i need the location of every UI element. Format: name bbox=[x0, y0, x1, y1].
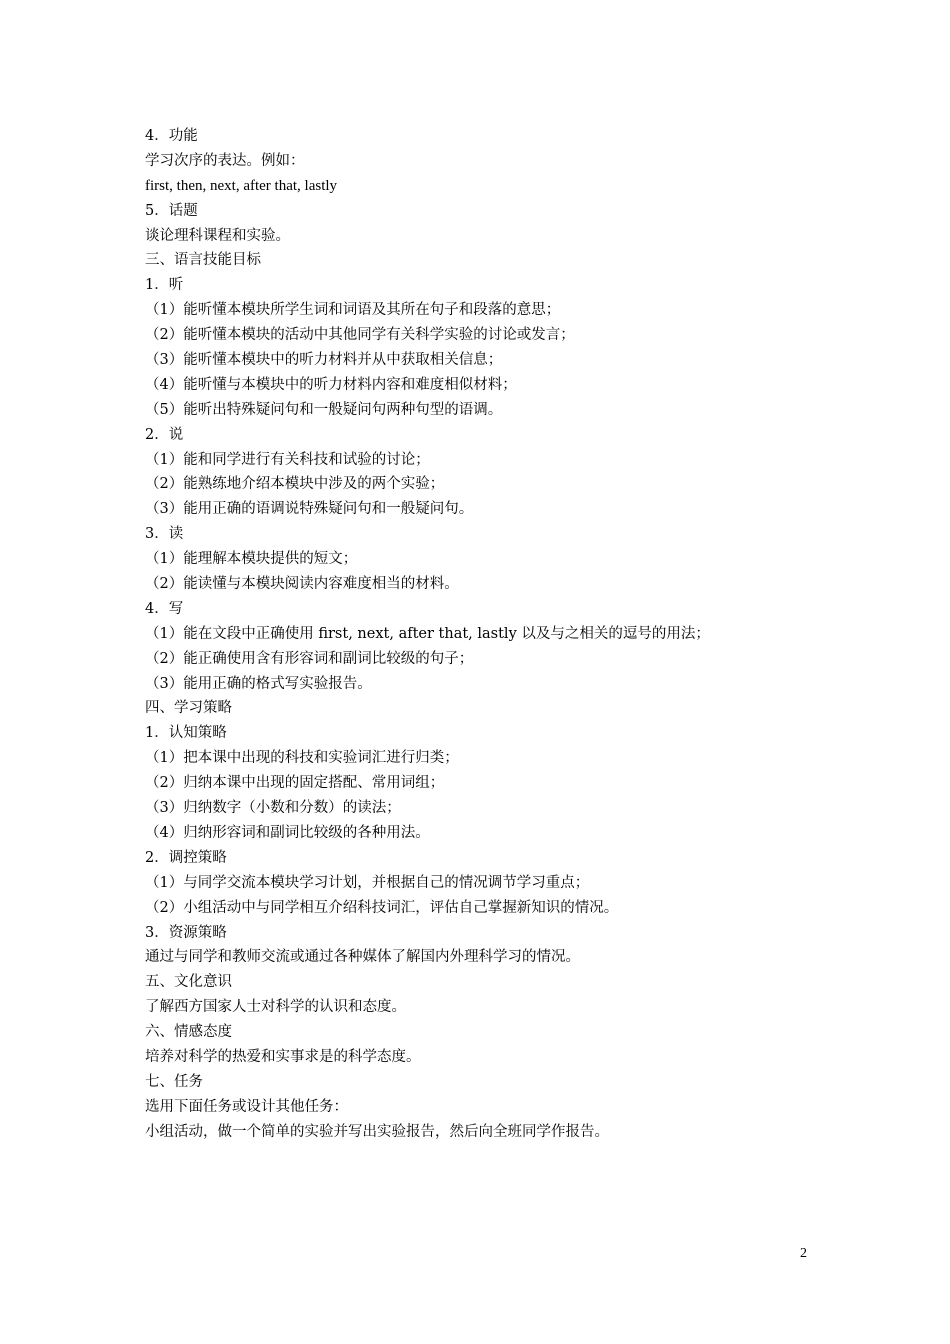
section-heading-emotional-attitude: 六、情感态度 bbox=[145, 1024, 232, 1041]
list-item: （2）小组活动中与同学相互介绍科技词汇，评估自己掌握新知识的情况。 bbox=[145, 899, 619, 916]
paragraph-line: 选用下面任务或设计其他任务： bbox=[145, 1098, 348, 1115]
paragraph-line: 培养对科学的热爱和实事求是的科学态度。 bbox=[145, 1048, 421, 1065]
subheading-writing: 4．写 bbox=[145, 600, 184, 617]
list-item: （1）把本课中出现的科技和实验词汇进行归类； bbox=[145, 750, 459, 767]
paragraph-line: 谈论理科课程和实验。 bbox=[145, 227, 290, 244]
paragraph-line: 通过与同学和教师交流或通过各种媒体了解国内外理科学习的情况。 bbox=[145, 949, 580, 966]
section-heading-task: 七、任务 bbox=[145, 1073, 203, 1090]
list-item: （2）能读懂与本模块阅读内容难度相当的材料。 bbox=[145, 576, 459, 593]
list-item: （3）能用正确的格式写实验报告。 bbox=[145, 675, 372, 692]
paragraph-line: 小组活动，做一个简单的实验并写出实验报告，然后向全班同学作报告。 bbox=[145, 1123, 609, 1140]
list-item: （1）与同学交流本模块学习计划，并根据自己的情况调节学习重点； bbox=[145, 874, 590, 891]
heading-function: 4．功能 bbox=[145, 128, 198, 144]
list-item: （1）能和同学进行有关科技和试验的讨论； bbox=[145, 451, 430, 468]
list-item: （2）能正确使用含有形容词和副词比较级的句子； bbox=[145, 650, 474, 667]
list-item: （3）能用正确的语调说特殊疑问句和一般疑问句。 bbox=[145, 501, 474, 518]
subheading-resource-strategies: 3．资源策略 bbox=[145, 924, 227, 941]
list-item: （4）归纳形容词和副词比较级的各种用法。 bbox=[145, 824, 430, 841]
document-body bbox=[145, 124, 825, 1145]
list-item: （1）能在文段中正确使用 first, next, after that, lastly 以及与之相关的逗号的用法； bbox=[145, 625, 710, 642]
list-item: （3）归纳数字（小数和分数）的读法； bbox=[145, 800, 401, 817]
paragraph-line: 了解西方国家人士对科学的认识和态度。 bbox=[145, 999, 406, 1016]
list-item: （1）能理解本模块提供的短文； bbox=[145, 551, 358, 568]
subheading-speaking: 2．说 bbox=[145, 426, 184, 443]
subheading-reading: 3．读 bbox=[145, 526, 184, 543]
list-item: （5）能听出特殊疑问句和一般疑问句两种句型的语调。 bbox=[145, 401, 503, 418]
list-item: （2）归纳本课中出现的固定搭配、常用词组； bbox=[145, 775, 445, 792]
section-heading-learning-strategies: 四、学习策略 bbox=[145, 700, 232, 717]
heading-topic: 5．话题 bbox=[145, 202, 198, 219]
subheading-listening: 1．听 bbox=[145, 277, 184, 294]
list-item: （3）能听懂本模块中的听力材料并从中获取相关信息； bbox=[145, 352, 503, 369]
page-number: 2 bbox=[800, 1246, 807, 1261]
list-item: （2）能听懂本模块的活动中其他同学有关科学实验的讨论或发言； bbox=[145, 327, 575, 344]
list-item: （2）能熟练地介绍本模块中涉及的两个实验； bbox=[145, 476, 445, 493]
paragraph-line: first, then, next, after that, lastly bbox=[145, 177, 338, 194]
subheading-regulation-strategies: 2．调控策略 bbox=[145, 849, 227, 866]
list-item: （4）能听懂与本模块中的听力材料内容和难度相似材料； bbox=[145, 376, 517, 393]
list-item: （1）能听懂本模块所学生词和词语及其所在句子和段落的意思； bbox=[145, 302, 561, 319]
section-heading-cultural-awareness: 五、文化意识 bbox=[145, 974, 232, 991]
paragraph-line: 学习次序的表达。例如： bbox=[145, 152, 305, 169]
section-heading-language-skills: 三、语言技能目标 bbox=[145, 252, 261, 269]
subheading-cognitive-strategies: 1．认知策略 bbox=[145, 725, 227, 742]
